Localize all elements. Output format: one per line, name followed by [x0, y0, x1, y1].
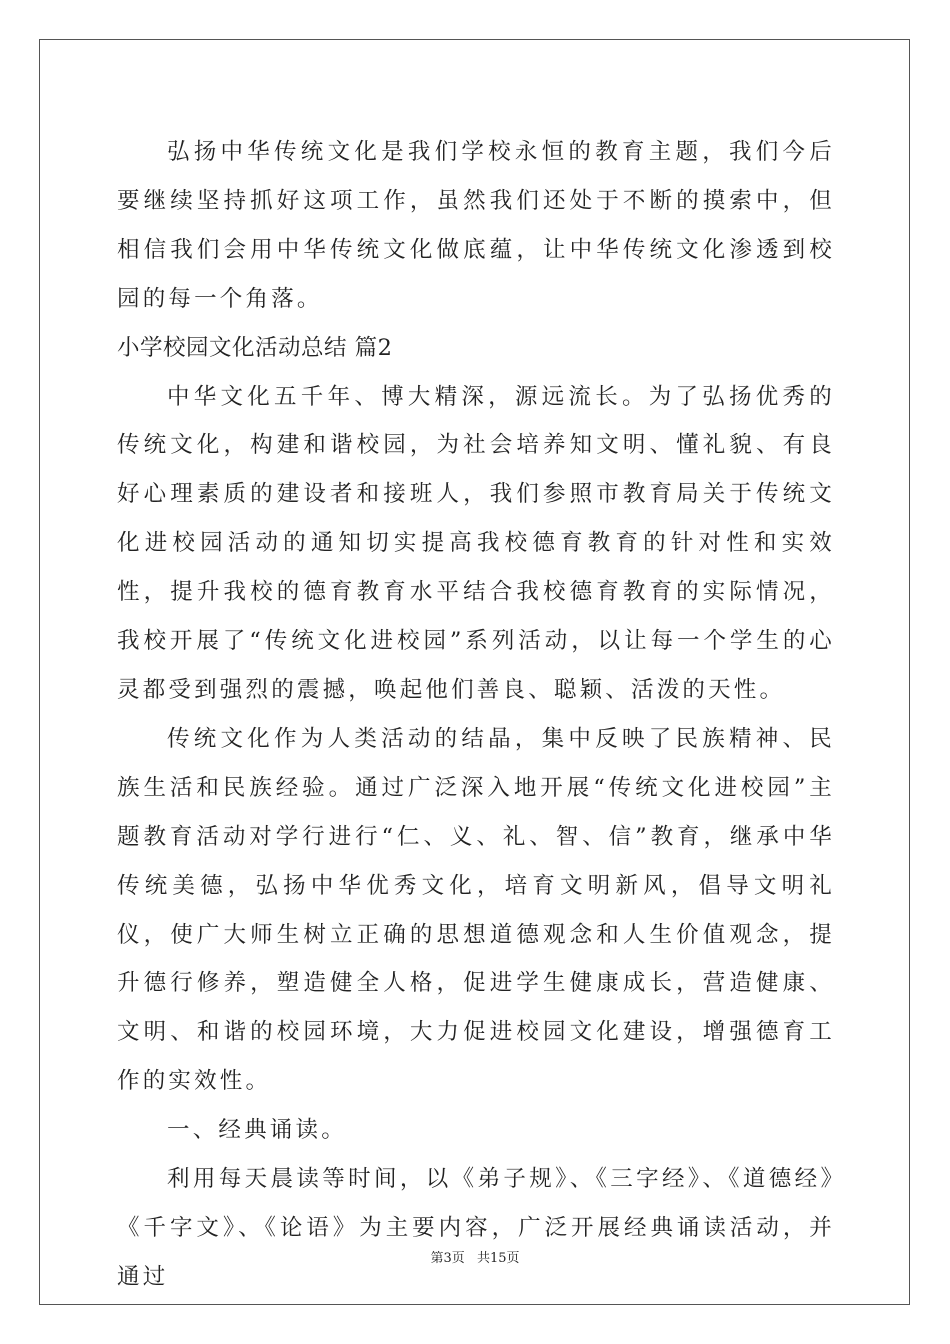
section-heading: 小学校园文化活动总结 篇2	[117, 334, 393, 361]
document-body	[117, 128, 835, 1302]
page-number: 第3页	[430, 1251, 465, 1266]
paragraph-purpose: 传统文化作为人类活动的结晶，集中反映了民族精神、民族生活和民族经验。通过广泛深入地开展“传统文化进校园”主题教育活动对学行进行“仁、义、礼、智、信”教育，继承中华传统美德，弘扬中华优秀文化，培育文明新风，倡导文明礼仪，使广大师生树立正确的思想道德观念和人生价值观念，提升德行修养，塑造健全人格，促进学生健康成长，营造健康、文明、和谐的校园环境，大力促进校园文化建设，增强德育工作的实效性。	[117, 725, 835, 1095]
page-footer	[0, 1247, 950, 1266]
subheading-classic-reading: 一、经典诵读。	[167, 1117, 347, 1144]
paragraph-classic-reading: 利用每天晨读等时间，以《弟子规》、《三字经》、《道德经》《千字文》、《论语》为主要内容，广泛开展经典诵读活动，并通过	[117, 1166, 835, 1290]
paragraph-intro: 中华文化五千年、博大精深，源远流长。为了弘扬优秀的传统文化，构建和谐校园，为社会培养知文明、懂礼貌、有良好心理素质的建设者和接班人，我们参照市教育局关于传统文化进校园活动的通知切实提高我校德育教育的针对性和实效性，提升我校的德育教育水平结合我校德育教育的实际情况，我校开展了“传统文化进校园”系列活动，以让每一个学生的心灵都受到强烈的震撼，唤起他们善良、聪颖、活泼的天性。	[117, 383, 835, 703]
paragraph-conclusion: 弘扬中华传统文化是我们学校永恒的教育主题，我们今后要继续坚持抓好这项工作，虽然我们还处于不断的摸索中，但相信我们会用中华传统文化做底蕴，让中华传统文化渗透到校园的每一个角落。	[117, 139, 835, 312]
page-total: 共15页	[476, 1251, 520, 1266]
